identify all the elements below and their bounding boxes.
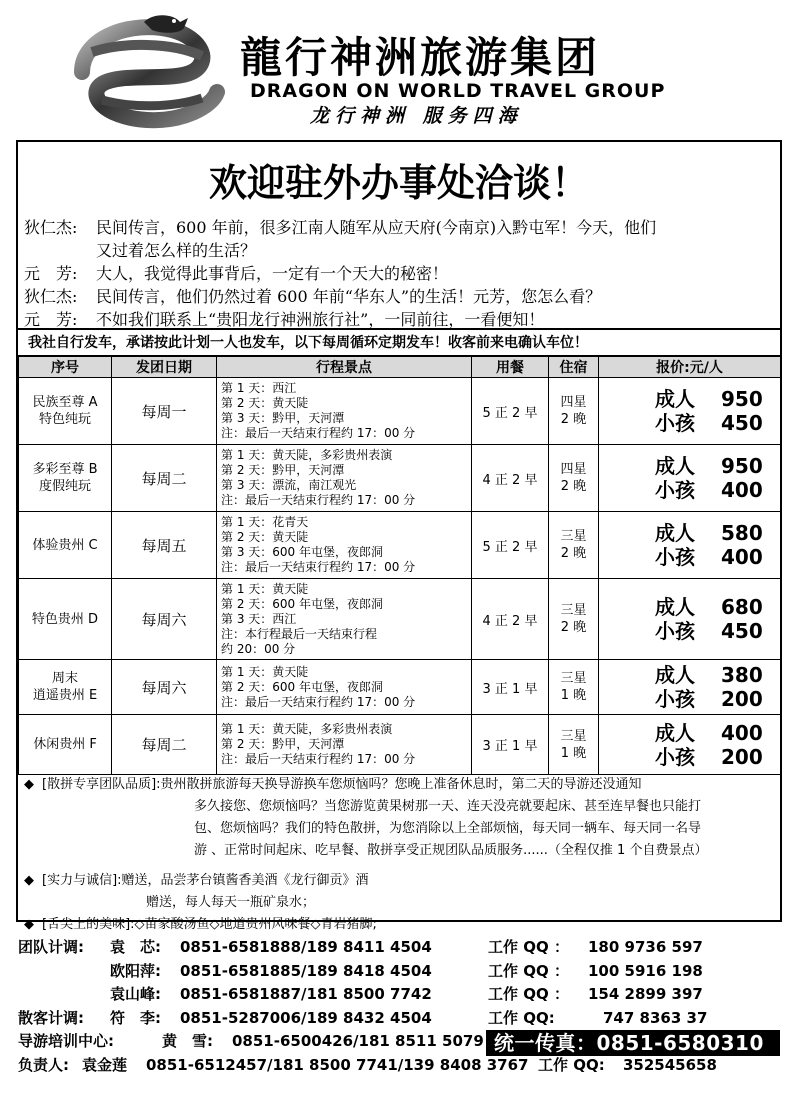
hotel-nights: 1 晚 xyxy=(560,745,587,761)
hotel-stars: 四星 xyxy=(560,395,587,410)
adult-price-label: 成人 xyxy=(655,663,695,687)
contact-name: 黄 雪: xyxy=(162,1032,213,1050)
adult-price-line xyxy=(655,454,780,478)
itinerary-day: 第 2 天：黄天陡 xyxy=(221,396,309,410)
dialogue xyxy=(24,216,776,331)
child-price: 200 xyxy=(721,744,763,769)
route-subtitle: 度假纯玩 xyxy=(38,479,91,494)
child-price-line xyxy=(655,619,780,643)
qq-label: 工作 QQ ： xyxy=(488,961,569,980)
dialogue-line xyxy=(24,285,776,308)
adult-price: 680 xyxy=(721,595,763,619)
itinerary-day: 第 1 天：花青天 xyxy=(221,515,309,529)
feature-item xyxy=(24,914,776,936)
table-row xyxy=(19,715,781,775)
hotel-cell xyxy=(549,579,599,660)
contact-qq: 180 9736 597 xyxy=(588,938,703,956)
route-id-cell xyxy=(19,512,112,579)
child-price: 450 xyxy=(721,411,763,435)
adult-price-label: 成人 xyxy=(655,454,695,478)
adult-price-label: 成人 xyxy=(655,595,695,619)
diamond-bullet-icon: ◆ xyxy=(24,777,34,792)
price-cell xyxy=(599,660,781,715)
itinerary-day: 第 1 天：黄天陡 xyxy=(221,581,309,596)
child-price-line xyxy=(655,745,780,769)
price-cell xyxy=(599,579,781,660)
itinerary-day: 第 1 天：黄天陡，多彩贵州表演 xyxy=(221,448,393,462)
dialogue-text: 大人，我觉得此事背后，一定有一个天大的秘密！ xyxy=(96,264,449,283)
contact-row xyxy=(18,1007,788,1031)
notice-bar: 我社自行发车，承诺按此计划一人也发车，以下每周循环定期发车！收客前来电确认车位！ xyxy=(18,328,780,356)
route-subtitle: 特色纯玩 xyxy=(38,412,91,427)
feature-text-cont: 包、您烦恼吗？我们的特色散拼，为您消除以上全部烦恼，每天同一辆车、每天同一名导 xyxy=(194,821,702,836)
price-cell xyxy=(599,445,781,512)
dialogue-speaker: 元 芳: xyxy=(24,264,78,283)
route-id: 体验贵州 C xyxy=(32,537,98,553)
child-price-label: 小孩 xyxy=(655,619,695,643)
route-id-cell xyxy=(19,715,112,775)
itinerary-day: 第 3 天：黔甲，天河潭 xyxy=(221,411,345,425)
qq-label: 工作 QQ ： xyxy=(488,985,569,1003)
departure-day: 每周二 xyxy=(112,445,217,512)
route-subtitle: 逍遥贵州 E xyxy=(32,688,98,703)
itinerary-day: 注：本行程最后一天结束行程 xyxy=(221,626,378,641)
child-price-line xyxy=(655,411,780,435)
contact-row xyxy=(18,960,788,984)
meal-cell: 3 正 1 早 xyxy=(472,660,549,715)
table-row xyxy=(19,660,781,715)
adult-price-label: 成人 xyxy=(655,720,695,745)
contacts xyxy=(18,936,788,1077)
contact-name: 符 李: xyxy=(110,1008,161,1027)
itinerary-cell xyxy=(217,445,472,512)
itinerary-day: 注：最后一天结束行程约 17：00 分 xyxy=(221,493,416,507)
adult-price: 950 xyxy=(721,387,763,411)
itinerary-day: 注：最后一天结束行程约 17：00 分 xyxy=(221,426,416,440)
dialogue-line xyxy=(24,262,776,285)
adult-price-line xyxy=(655,721,780,745)
child-price-line xyxy=(655,478,780,502)
contact-phone: 0851-6581888/189 8411 4504 xyxy=(180,938,432,956)
price-cell xyxy=(599,512,781,579)
feature-tag: [实力与诚信]: xyxy=(42,873,122,888)
table-row xyxy=(19,579,781,660)
itinerary-day: 注：最后一天结束行程约 17：00 分 xyxy=(221,560,416,574)
hotel-cell xyxy=(549,512,599,579)
meal-cell: 4 正 2 早 xyxy=(472,579,549,660)
child-price-label: 小孩 xyxy=(655,411,695,435)
child-price-label: 小孩 xyxy=(655,744,695,769)
dialogue-text: 不如我们联系上“贵阳龙行神洲旅行社”，一同前往，一看便知！ xyxy=(96,310,545,329)
table-header-row xyxy=(19,357,781,378)
hotel-stars: 三星 xyxy=(560,529,587,544)
itinerary-day: 第 1 天：西江 xyxy=(221,381,297,395)
hotel-nights: 2 晚 xyxy=(560,546,587,561)
itinerary-day: 第 2 天：黄天陡 xyxy=(221,530,309,544)
feature-tag: [散拼专享团队品质]: xyxy=(42,777,161,792)
adult-price-line xyxy=(655,387,780,411)
feature-tag: [舌尖上的美味]: xyxy=(42,917,135,932)
departure-day: 每周一 xyxy=(112,378,217,445)
contact-name: 袁金莲 xyxy=(82,1055,128,1074)
contact-row xyxy=(18,1054,788,1078)
dialogue-line xyxy=(24,216,776,262)
diamond-bullet-icon: ◆ xyxy=(24,873,34,888)
child-price: 200 xyxy=(721,687,763,711)
contact-phone: 0851-6512457/181 8500 7741/139 8408 3767 xyxy=(146,1055,529,1074)
itinerary-cell xyxy=(217,512,472,579)
route-id: 民族至尊 A xyxy=(32,395,98,410)
departure-day: 每周五 xyxy=(112,512,217,579)
route-id-cell xyxy=(19,660,112,715)
adult-price: 950 xyxy=(721,454,763,478)
itinerary-day: 第 2 天：600 年屯堡，夜郎洞 xyxy=(221,596,383,611)
child-price-label: 小孩 xyxy=(655,478,695,502)
contact-qq: 747 8363 37 xyxy=(603,1008,708,1027)
col-header-hotel: 住宿 xyxy=(549,357,599,378)
team-planner-label: 团队计调: xyxy=(18,938,84,956)
itinerary-day: 约 20：00 分 xyxy=(221,641,296,656)
hotel-stars: 三星 xyxy=(560,671,587,686)
dialogue-speaker: 狄仁杰: xyxy=(24,287,78,306)
col-header-route: 行程景点 xyxy=(217,357,472,378)
contact-name: 袁 芯: xyxy=(110,938,161,956)
itinerary-table xyxy=(18,356,781,775)
child-price: 450 xyxy=(721,619,763,643)
contact-row xyxy=(18,983,788,1007)
route-id: 休闲贵州 F xyxy=(33,737,97,752)
features xyxy=(24,774,776,936)
meal-cell: 4 正 2 早 xyxy=(472,445,549,512)
route-id: 特色贵州 D xyxy=(31,611,99,627)
adult-price: 400 xyxy=(721,720,763,745)
itinerary-cell xyxy=(217,715,472,775)
child-price-label: 小孩 xyxy=(655,545,695,569)
feature-text-cont: 游 、正常时间起床、吃早餐、散拼享受正规团队品质服务......（全程仅推 1 个自费景点） xyxy=(194,843,708,858)
contact-phone: 0851-5287006/189 8432 4504 xyxy=(180,1008,432,1027)
itinerary-cell xyxy=(217,660,472,715)
hotel-stars: 三星 xyxy=(560,728,587,744)
meal-cell: 5 正 2 早 xyxy=(472,378,549,445)
hotel-nights: 2 晚 xyxy=(560,479,587,494)
itinerary-day: 第 2 天：黔甲，天河潭 xyxy=(221,463,345,477)
hotel-stars: 三星 xyxy=(560,603,587,618)
contact-name: 欧阳萍: xyxy=(110,961,161,980)
itinerary-day: 第 1 天：黄天陡，多彩贵州表演 xyxy=(221,722,393,736)
col-header-id: 序号 xyxy=(19,357,112,378)
hotel-cell xyxy=(549,715,599,775)
dragon-logo-icon xyxy=(62,12,232,132)
manager-label: 负责人: xyxy=(18,1055,69,1074)
itinerary-day: 第 2 天：黔甲，天河潭 xyxy=(221,737,345,751)
contact-row xyxy=(18,1030,788,1054)
main-box xyxy=(16,140,782,932)
main-title: 欢迎驻外办事处洽谈！ xyxy=(208,160,589,205)
feature-text: 贵州散拼旅游每天换导游换车您烦恼吗？您晚上准备休息时，第二天的导游还没通知 xyxy=(160,777,642,792)
qq-label: 工作 QQ: xyxy=(488,1008,555,1027)
adult-price-line xyxy=(655,595,780,619)
adult-price-label: 成人 xyxy=(655,521,695,545)
hotel-cell xyxy=(549,378,599,445)
table-row xyxy=(19,445,781,512)
guide-center-label: 导游培训中心: xyxy=(18,1032,114,1050)
adult-price: 380 xyxy=(721,663,763,687)
qq-label: 工作 QQ: xyxy=(538,1055,605,1074)
adult-price-line xyxy=(655,521,780,545)
feature-item xyxy=(24,870,776,914)
fit-planner-label: 散客计调: xyxy=(18,1008,84,1027)
route-id: 多彩至尊 B xyxy=(32,462,98,477)
child-price-label: 小孩 xyxy=(655,687,695,711)
adult-price-label: 成人 xyxy=(655,387,695,411)
feature-text-cont: 多久接您、您烦恼吗？当您游览黄果树那一天、连天没亮就要起床、甚至连早餐也只能打 xyxy=(194,799,702,814)
child-price: 400 xyxy=(721,545,763,569)
contact-phone: 0851-6581887/181 8500 7742 xyxy=(180,985,432,1003)
route-id-cell xyxy=(19,378,112,445)
dialogue-text: 民间传言，他们仍然过着 600 年前“华东人”的生活！元芳，您怎么看？ xyxy=(96,287,602,306)
header xyxy=(0,0,800,138)
route-id: 周末 xyxy=(51,671,78,686)
child-price-line xyxy=(655,687,780,711)
dialogue-text-cont: 又过着怎么样的生活？ xyxy=(96,241,257,260)
hotel-stars: 四星 xyxy=(560,462,587,477)
hotel-nights: 2 晚 xyxy=(560,412,587,427)
contact-phone: 0851-6500426/181 8511 5079 xyxy=(232,1032,484,1050)
route-id-cell xyxy=(19,579,112,660)
departure-day: 每周六 xyxy=(112,660,217,715)
hotel-cell xyxy=(549,445,599,512)
feature-text-cont: 赠送，每人每天一瓶矿泉水； xyxy=(146,895,316,910)
dialogue-text xyxy=(96,216,776,262)
itinerary-day: 第 3 天：600 年屯堡，夜郎洞 xyxy=(221,545,383,559)
meal-cell: 3 正 1 早 xyxy=(472,715,549,775)
itinerary-day: 第 1 天：黄天陡 xyxy=(221,664,309,679)
route-id-cell xyxy=(19,445,112,512)
brand-name-en: DRAGON ON WORLD TRAVEL GROUP xyxy=(250,80,666,102)
child-price-line xyxy=(655,545,780,569)
itinerary-cell xyxy=(217,579,472,660)
contact-qq: 352545658 xyxy=(623,1055,717,1074)
adult-price: 580 xyxy=(721,521,763,545)
itinerary-day: 第 2 天：600 年屯堡，夜郎洞 xyxy=(221,679,383,694)
itinerary-day: 注：最后一天结束行程约 17：00 分 xyxy=(221,752,416,766)
feature-text: ◇苗家酸汤鱼◇地道贵州风味餐◇青岩猪脚; xyxy=(134,917,377,932)
fax-box: 统一传真：0851-6580310 xyxy=(486,1030,780,1056)
table-row xyxy=(19,378,781,445)
hotel-cell xyxy=(549,660,599,715)
dialogue-speaker: 狄仁杰: xyxy=(24,218,78,237)
feature-text: 赠送，品尝茅台镇酱香美酒《龙行御贡》酒 xyxy=(121,873,369,888)
dialogue-text-line: 民间传言，600 年前，很多江南人随军从应天府(今南京)入黔屯军！今天，他们 xyxy=(96,218,657,237)
contact-qq: 154 2899 397 xyxy=(588,985,703,1003)
col-header-meal: 用餐 xyxy=(472,357,549,378)
hotel-nights: 2 晚 xyxy=(560,620,587,635)
contact-phone: 0851-6581885/189 8418 4504 xyxy=(180,961,432,980)
departure-day: 每周六 xyxy=(112,579,217,660)
hotel-nights: 1 晚 xyxy=(560,688,587,703)
qq-label: 工作 QQ ： xyxy=(488,938,569,956)
dialogue-speaker: 元 芳: xyxy=(24,310,78,329)
diamond-bullet-icon: ◆ xyxy=(24,917,34,932)
contact-name: 袁山峰: xyxy=(110,985,161,1003)
itinerary-cell xyxy=(217,378,472,445)
col-header-price: 报价:元/人 xyxy=(599,357,781,378)
feature-item xyxy=(24,774,776,862)
col-header-date: 发团日期 xyxy=(112,357,217,378)
child-price: 400 xyxy=(721,478,763,502)
slogan: 龙行神洲 服务四海 xyxy=(310,105,523,127)
adult-price-line xyxy=(655,663,780,687)
price-cell xyxy=(599,715,781,775)
itinerary-day: 第 3 天：漂流，南江观光 xyxy=(221,478,357,492)
table-row xyxy=(19,512,781,579)
contact-row xyxy=(18,936,788,960)
itinerary-day: 注：最后一天结束行程约 17：00 分 xyxy=(221,694,416,709)
contact-qq: 100 5916 198 xyxy=(588,961,703,980)
itinerary-day: 第 3 天：西江 xyxy=(221,611,297,626)
price-cell xyxy=(599,378,781,445)
departure-day: 每周二 xyxy=(112,715,217,775)
meal-cell: 5 正 2 早 xyxy=(472,512,549,579)
brand-name-cn: 龍行神洲旅游集团 xyxy=(240,33,601,82)
